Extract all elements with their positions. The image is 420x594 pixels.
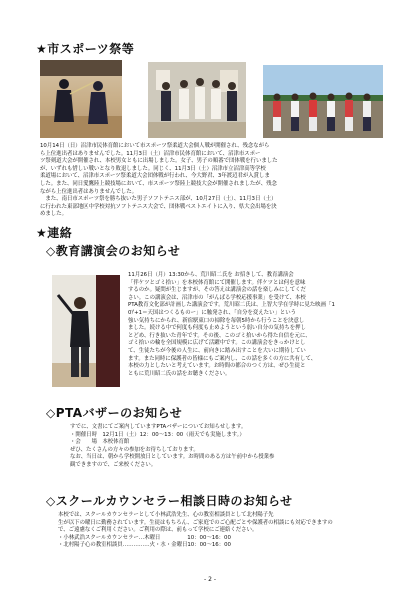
text-line: ぜひ、たくさんの方々の参加をお待ちしております。 (70, 446, 199, 453)
text-line: 柔道場において、沼津市スポーツ祭柔道大会団体戦が行われ、今大野君、3年渡辺君が入賞しま (40, 173, 270, 180)
text-line: また、南日市スポーツ祭を勝ち抜いた男子ソフトテニス部が、10月27日（土）、11月3日（土） (40, 196, 277, 203)
text-line: ながら上位進出者はありませんでした。 (40, 188, 138, 195)
text-line: 11月26日（月）13:30から、荒川昭二氏を お招きして、教育講演会 (128, 272, 294, 278)
text-line: 「伴ケツとゴミ拾い」を本校体育館にて開催します。伴ケツとは何を意味 (128, 279, 306, 286)
pta-bazaar-body (70, 424, 388, 470)
text-line: なお、当日は、朝から学校開放日としています。お時間のある方は午前中から授業参 (70, 454, 275, 461)
text-line: ゴミ拾いの輪を全国規模に広げて活躍中です。この講演会をきっかけとし (128, 340, 306, 347)
text-line: て、生徒たちが今後の人生に、前向きに踏み出すことを大いに期待してい (128, 347, 306, 354)
text-line: 10月14日（日）沼津市民体育館において市スポーツ祭柔道大会個人戦が開催され、残念ながら (40, 143, 270, 149)
lecturer-photo (52, 275, 120, 387)
award-ceremony-photo (148, 62, 246, 138)
text-line: ともに荒川昭二氏の話をお聴きください。 (128, 370, 231, 377)
text-line: すでに、文書にてご案内していますPTAバザーについてお知らせします。 (70, 424, 247, 430)
page-number: - 2 - (204, 576, 216, 583)
text-line: で、ご遠慮なくご利用ください。ご利用の際は、前もって学校にご連絡ください。 (58, 527, 258, 534)
text-line: ・北村陽子心の教室相談員……………火・水・金曜日10：00～16：00 (58, 542, 231, 549)
text-line: ・小林武浩スクールカウンセラー…木曜日 10：00～16：00 (58, 534, 231, 541)
soft-tennis-team-photo (263, 65, 383, 138)
award-ceremony-illustration (148, 62, 246, 138)
text-line: ら上位進出者はありませんでした。11月3日（土）沼津市民体育館において、沼津市スポー (40, 150, 261, 157)
notices-heading: ★連絡 (36, 226, 73, 240)
lecture-notice-body (128, 272, 388, 378)
counselor-schedule-body (58, 512, 388, 550)
text-line: ・開催日時 12月1日（土）12：00～13：00（雨天でも実施します。） (70, 431, 245, 438)
text-line: 観できますので、ご来校ください。 (70, 461, 157, 468)
text-line: めました。 (40, 211, 67, 218)
text-line: した。また、同日愛鷹陸上競技場において、市スポーツ祭陸上競技大会が開催されましたが、残念 (40, 180, 277, 187)
text-line: 0ｱ+1＝天国はつくるものー」に触発され、「自分を変えたい」という (128, 309, 297, 316)
sports-festival-report (40, 143, 384, 219)
pta-bazaar-heading: ◇PTAバザーのお知らせ (46, 406, 183, 420)
counselor-schedule-heading: ◇スクールカウンセラー相談日時のお知らせ (46, 494, 293, 508)
text-line: ました。続ける中で何度も何度も止めようという弱い自分の気持ちを押し (128, 325, 306, 332)
kendo-photo (40, 60, 122, 138)
kendo-photo-illustration (40, 60, 122, 138)
text-line: とどめ、行き抜いた青年です。その後、このゴミ拾いから得た自信を元に、 (128, 332, 311, 339)
text-line: が、いずれも惜しい戦いとなり敗退しました。同じく、11月3日（土）沼津市立沼津高等学校 (40, 165, 266, 172)
text-line: 強い気持ちにかられ、新宿駅東口の掃除を毎朝5時から行うことを決意し (128, 317, 305, 324)
text-line: 生が以下の曜日に勤務されています。生徒はもちろん、ご家庭でのご心配ごとや保護者の相談にも対応できますの (58, 519, 333, 526)
text-line: 本校の力としたいと考えています。お時間の都合のつく方は、ぜひ生徒と (128, 363, 306, 370)
text-line: PTA教育文化部が計画した講演会です。荒川昭二氏は、上智大学在学時に見た映画「1 (128, 302, 335, 309)
lecture-notice-heading: ◇教育講演会のお知らせ (46, 244, 181, 258)
text-line: に行われた東部地区中学校対抗ソフトテニス大会で、団体戦ベストエイトに入り、県大会出場を決 (40, 203, 277, 210)
soft-tennis-team-illustration (263, 65, 383, 138)
text-line: ・会 場 本校体育館 (70, 439, 130, 446)
text-line: ます。また同時に保護者の皆様にもご案内し、この話を多くの方に共有して、 (128, 355, 317, 362)
text-line: 本校では、スクールカウンセラーとして小林武浩先生、心の教室相談員として北村陽子先 (58, 512, 274, 518)
sports-festival-heading: ★市スポーツ祭等 (36, 42, 135, 56)
text-line: するのか。疑問が生じますが、その答えは講演会の話を楽しみにしてくだ (128, 287, 306, 294)
text-line: ツ祭剣道大会が開催され、本校男女ともに出場しました。女子、男子の順番で団体戦を行いました (40, 158, 278, 165)
text-line: さい。この講演会は、沼津市の「がんばる学校応援事業」を受けて、本校 (128, 294, 306, 301)
lecturer-illustration (52, 275, 120, 387)
